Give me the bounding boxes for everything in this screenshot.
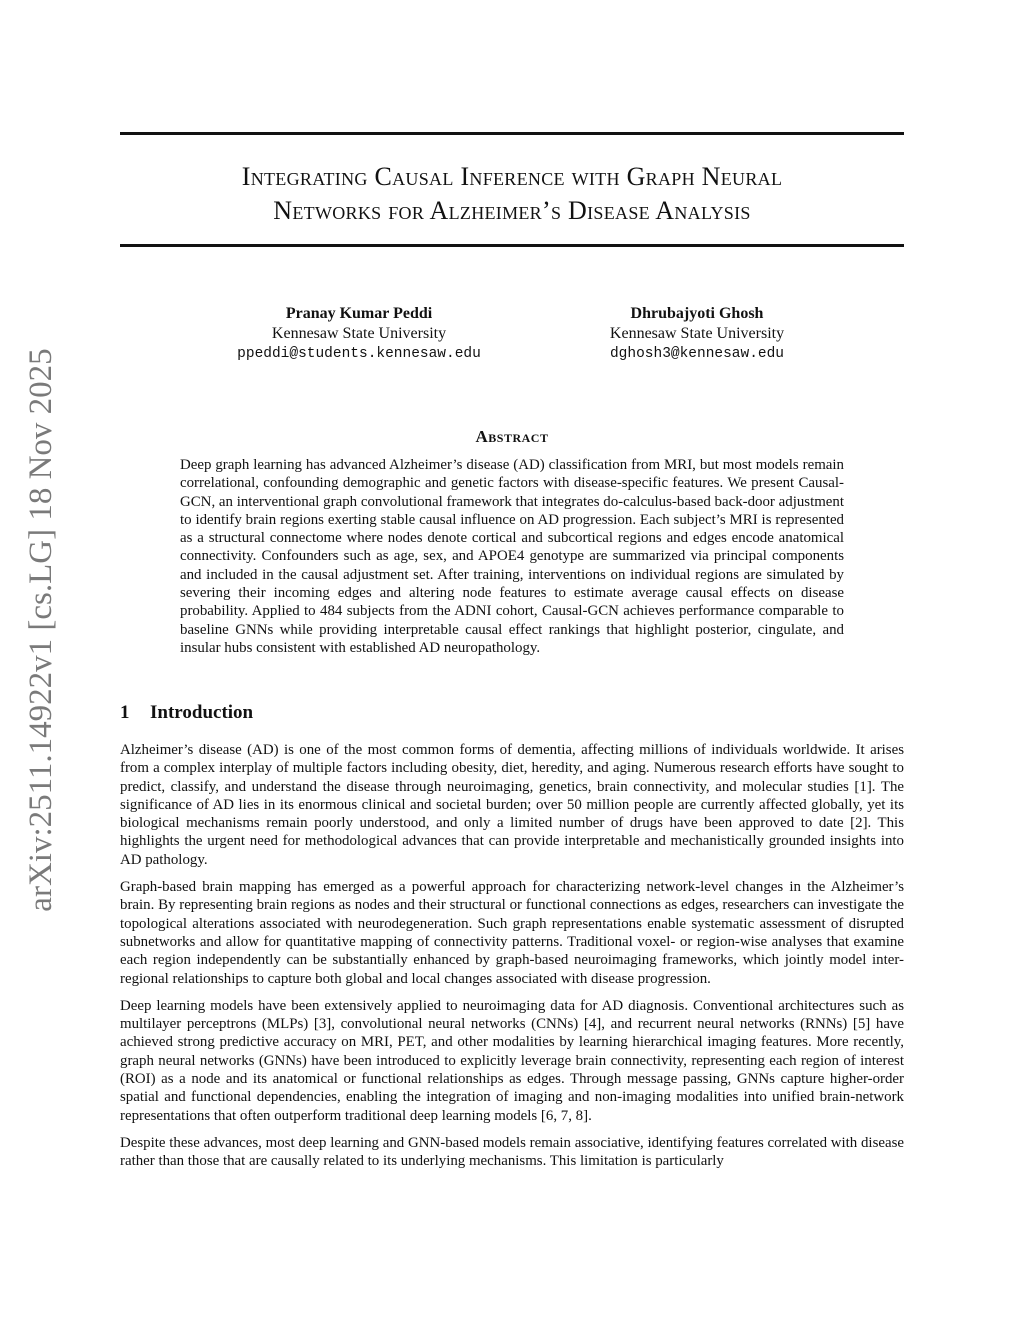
paragraph: Graph-based brain mapping has emerged as a powerful approach for characterizing network-level changes in the Alzheimer’s brain. By representing brain regions as nodes and their structural or functional connections as edges, researchers can investigate the topological alterations associated with neurodegeneration. Such graph representations enable systematic assessment of disrupted subnetworks and allow for quantitative mapping of connectivity patterns. Traditional voxel- or region-wise analyses that examine each region independently can be substantially enhanced by graph-based neuroimaging frameworks, which jointly model inter-regional relationships to capture both global and local changes associated with disease progression.	[120, 879, 904, 987]
introduction-body	[120, 741, 904, 1180]
author-affiliation: Kennesaw State University	[271, 325, 447, 342]
author-2	[527, 304, 867, 364]
abstract-text: Deep graph learning has advanced Alzheimer’s disease (AD) classification from MRI, but most models remain correlational, confounding demographic and genetic factors with disease-specific features. We present Causal-GCN, an interventional graph convolutional framework that integrates do-calculus-based back-door adjustment to identify brain regions exerting stable causal influence on AD progression. Each subject’s MRI is represented as a structural connectome where nodes denote cortical and subcortical regions and edges encode anatomical connectivity. Confounders such as age, sex, and APOE4 genotype are summarized via principal components and included in the causal adjustment set. After training, interventions on individual regions are simulated by severing their incoming edges and altering node features to estimate average causal effects on disease probability. Applied to 484 subjects from the ADNI cohort, Causal-GCN achieves performance comparable to baseline GNNs while providing interpretable causal effect rankings that highlight posterior, cingulate, and insular hubs consistent with established AD neuropathology.	[180, 457, 844, 656]
arxiv-identifier: arXiv:2511.14922v1 [cs.LG] 18 Nov 2025	[23, 348, 59, 912]
author-affiliation: Kennesaw State University	[609, 325, 785, 342]
title-line-2: Networks for Alzheimer’s Disease Analysis	[273, 196, 751, 225]
section-number: 1	[120, 702, 130, 723]
author-email: ppeddi@students.kennesaw.edu	[237, 346, 481, 362]
section-heading-introduction	[120, 702, 253, 724]
title-rule-bottom	[120, 244, 904, 247]
paragraph: Alzheimer’s disease (AD) is one of the most common forms of dementia, affecting millions of individuals worldwide. It arises from a complex interplay of multiple factors including obesity, diet, heredity, and aging. Numerous research efforts have sought to predict, classify, and understand the disease through neuroimaging, genetics, brain connectivity, and molecular studies [1]. The significance of AD lies in its enormous clinical and societal burden; over 50 million people are currently affected globally, yet its biological mechanisms remain poorly understood, and only a limited number of drugs have been approved to date [2]. This highlights the urgent need for methodological advances that can provide interpretable and mechanistically grounded insights into AD pathology.	[120, 742, 904, 868]
abstract-heading: Abstract	[475, 427, 549, 446]
title-line-1: Integrating Causal Inference with Graph Neural	[241, 162, 783, 191]
author-name: Pranay Kumar Peddi	[285, 305, 433, 322]
paragraph: Despite these advances, most deep learning and GNN-based models remain associative, identifying features correlated with disease rather than those that are causally related to its underlying mechanisms. This limitation is particularly	[120, 1134, 904, 1170]
title-rule-top	[120, 132, 904, 135]
author-email: dghosh3@kennesaw.edu	[609, 346, 785, 362]
section-title: Introduction	[150, 702, 254, 723]
author-name: Dhrubajyoti Ghosh	[630, 305, 764, 322]
paragraph: Deep learning models have been extensively applied to neuroimaging data for AD diagnosis. Conventional architectures such as multilayer perceptrons (MLPs) [3], convolutional neural networks (CNNs) [4], and recurrent neural networks (RNNs) [5] have achieved strong predictive accuracy on MRI, PET, and other modalities by learning hierarchical imaging features. More recently, graph neural networks (GNNs) have been introduced to explicitly leverage brain connectivity, representing each region of interest (ROI) as a node and its anatomical or functional relationships as edges. Through message passing, GNNs capture higher-order spatial and functional dependencies, enabling the integration of imaging and non-imaging modalities into unified brain-network representations that often outperform traditional deep learning models [6, 7, 8].	[120, 997, 904, 1124]
paper-title	[120, 160, 904, 228]
author-1	[189, 304, 529, 364]
